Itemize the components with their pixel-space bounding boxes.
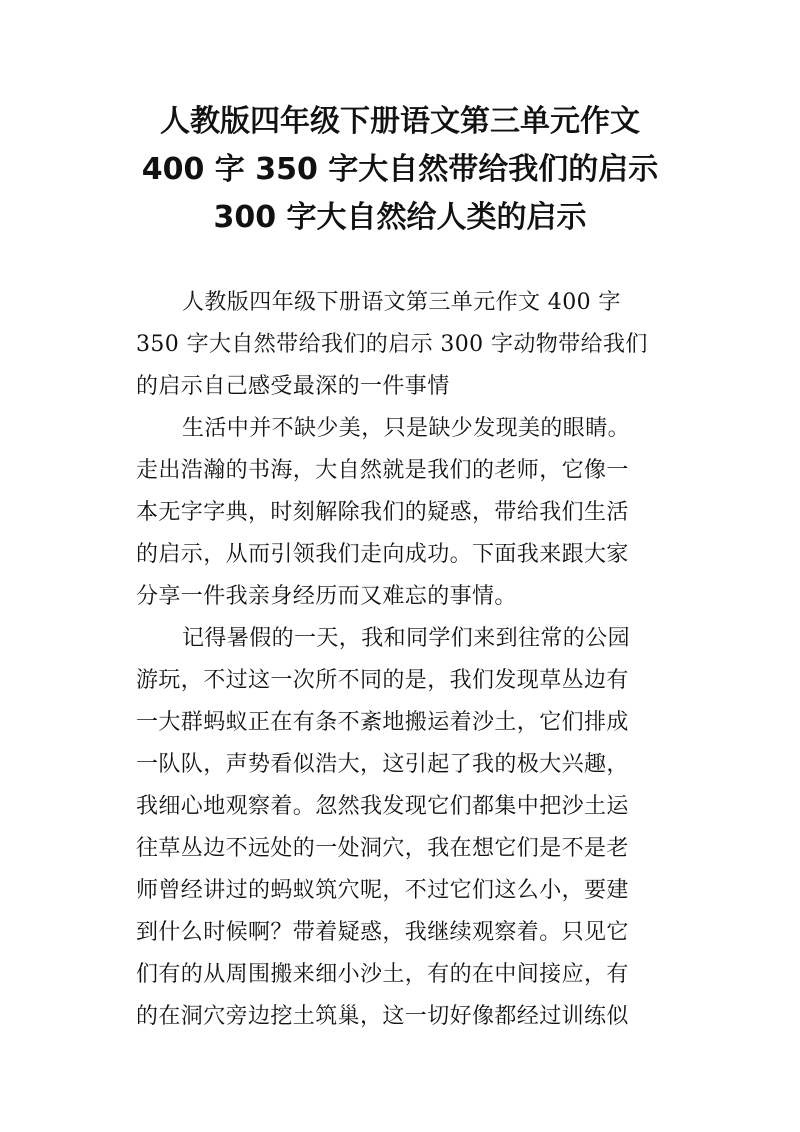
body-line: 生活中并不缺少美，只是缺少发现美的眼睛。 bbox=[182, 416, 631, 441]
body-line: 游玩，不过这一次所不同的是，我们发现草丛边有 bbox=[136, 668, 629, 693]
body-line: 分享一件我亲身经历而又难忘的事情。 bbox=[136, 584, 517, 609]
body-line: 师曾经讲过的蚂蚁筑穴呢，不过它们这么小，要建 bbox=[136, 878, 629, 903]
title-line: 300 字大自然给人类的启示 bbox=[213, 200, 587, 235]
body-line: 走出浩瀚的书海，大自然就是我们的老师，它像一 bbox=[136, 458, 629, 483]
body-line: 一队队，声势看似浩大，这引起了我的极大兴趣， bbox=[136, 752, 629, 777]
body-line: 到什么时候啊？带着疑惑，我继续观察着。只见它 bbox=[136, 920, 629, 945]
body-line: 我细心地观察着。忽然我发现它们都集中把沙土运 bbox=[136, 794, 629, 819]
body-line: 的启示，从而引领我们走向成功。下面我来跟大家 bbox=[136, 542, 629, 567]
body-line: 的启示自己感受最深的一件事情 bbox=[136, 374, 450, 399]
title-line: 人教版四年级下册语文第三单元作文 bbox=[160, 104, 640, 139]
title-line: 400 字 350 字大自然带给我们的启示 bbox=[141, 152, 659, 187]
body-line: 人教版四年级下册语文第三单元作文 400 字 bbox=[182, 290, 621, 315]
body-line: 记得暑假的一天，我和同学们来到往常的公园 bbox=[182, 626, 631, 651]
body-line: 一大群蚂蚁正在有条不紊地搬运着沙土，它们排成 bbox=[136, 710, 629, 735]
document-title bbox=[100, 98, 700, 242]
document-body bbox=[136, 282, 666, 1038]
body-line: 本无字字典，时刻解除我们的疑惑，带给我们生活 bbox=[136, 500, 629, 525]
body-line: 的在洞穴旁边挖土筑巢，这一切好像都经过训练似 bbox=[136, 1004, 629, 1029]
body-line: 往草丛边不远处的一处洞穴，我在想它们是不是老 bbox=[136, 836, 629, 861]
body-line: 们有的从周围搬来细小沙土，有的在中间接应，有 bbox=[136, 962, 629, 987]
body-line: 350 字大自然带给我们的启示 300 字动物带给我们 bbox=[136, 332, 648, 357]
